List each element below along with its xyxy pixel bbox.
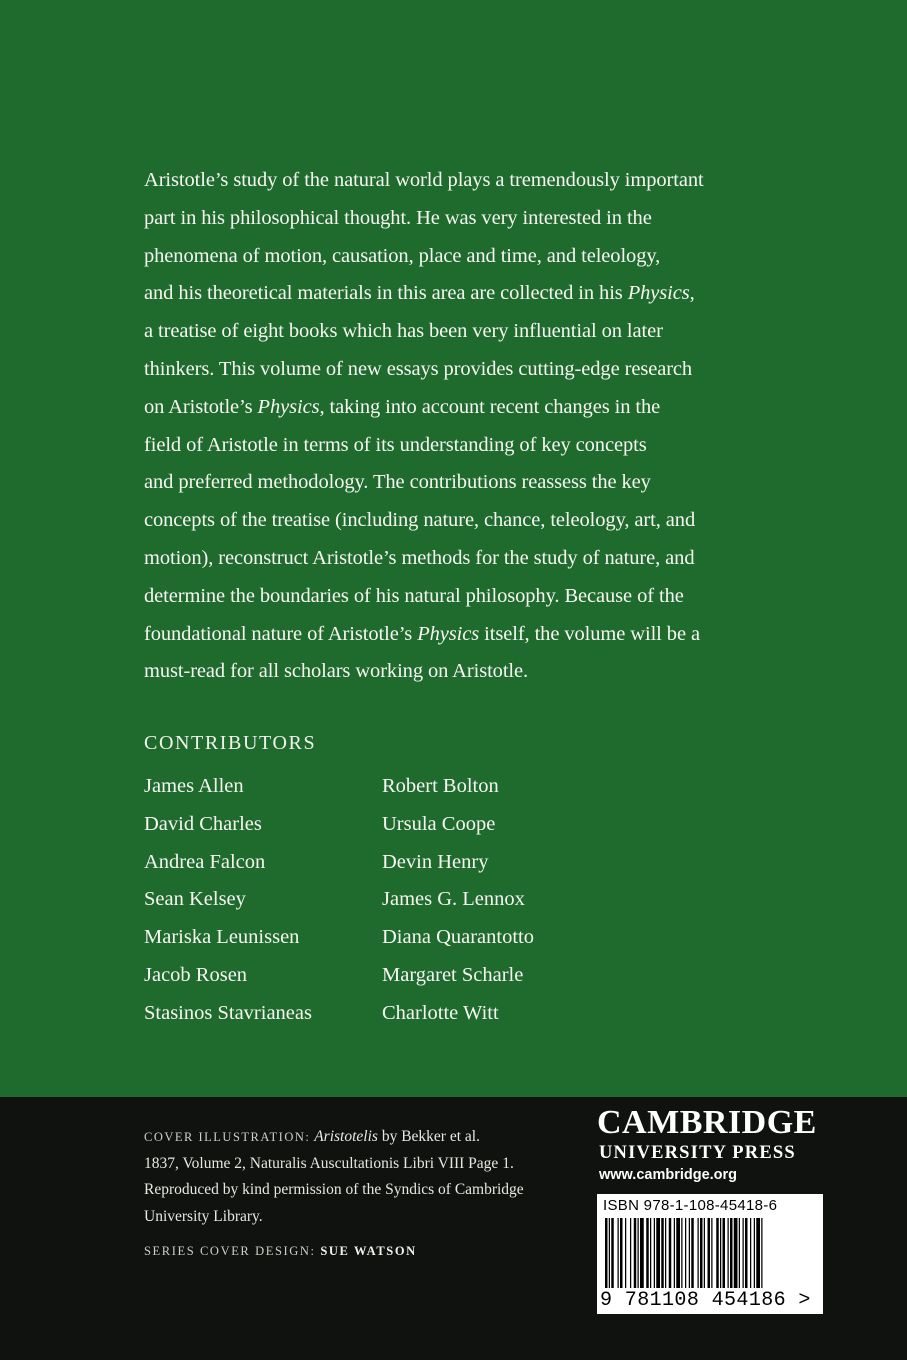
publisher-name: CAMBRIDGE bbox=[597, 1104, 817, 1141]
barcode-bar bbox=[656, 1218, 660, 1288]
contributor-name: David Charles bbox=[144, 812, 262, 835]
credit-line-2: 1837, Volume 2, Naturalis Auscultationis Libri VIII Page 1. bbox=[144, 1154, 514, 1172]
barcode-bar bbox=[743, 1218, 744, 1288]
barcode-bar bbox=[654, 1218, 655, 1288]
blurb-italic-title: Physics bbox=[627, 282, 690, 305]
barcode-bar bbox=[630, 1218, 631, 1288]
barcode-bar bbox=[640, 1218, 644, 1288]
barcode-bar bbox=[650, 1218, 651, 1288]
blurb-line: Aristotle’s study of the natural world plays a tremendously important bbox=[144, 169, 704, 191]
blurb-line: phenomena of motion, causation, place and time, and teleology, bbox=[144, 244, 661, 267]
blurb-line: and preferred methodology. The contributions reassess the key bbox=[144, 471, 651, 494]
blurb-line: field of Aristotle in terms of its understanding of key concepts bbox=[144, 433, 647, 456]
barcode-bar bbox=[716, 1218, 719, 1288]
contributor-name: Margaret Scharle bbox=[382, 963, 524, 986]
contributors-right-column bbox=[382, 768, 534, 1033]
barcode-bar bbox=[761, 1218, 762, 1288]
blurb-italic-title: Physics bbox=[257, 395, 320, 418]
barcode-bar bbox=[665, 1218, 666, 1288]
barcode-bar bbox=[728, 1218, 729, 1288]
blurb-line: concepts of the treatise (including nature, chance, teleology, art, and bbox=[144, 509, 696, 532]
contributor-name: Sean Kelsey bbox=[144, 888, 246, 911]
barcode-bar bbox=[723, 1218, 726, 1288]
contributor-name: Charlotte Witt bbox=[382, 1001, 499, 1024]
credit-line-4: University Library. bbox=[144, 1207, 263, 1225]
barcode-bar bbox=[756, 1218, 760, 1288]
barcode-bar bbox=[681, 1218, 682, 1288]
blurb-line: motion), reconstruct Aristotle’s methods for the study of nature, and bbox=[144, 546, 695, 569]
blurb-line bbox=[144, 389, 784, 427]
contributor-name: James G. Lennox bbox=[382, 888, 525, 911]
credit-line-1-rest: by Bekker et al. bbox=[377, 1128, 480, 1145]
designer-name: SUE WATSON bbox=[320, 1244, 417, 1258]
barcode-icon bbox=[605, 1218, 815, 1290]
barcode-bar bbox=[711, 1218, 712, 1288]
barcode-bar bbox=[704, 1218, 705, 1288]
blurb-segment: on Aristotle’s bbox=[144, 395, 258, 418]
barcode-bar bbox=[669, 1218, 672, 1288]
blurb-line: thinkers. This volume of new essays provides cutting-edge research bbox=[144, 357, 693, 380]
contributor-name: Jacob Rosen bbox=[144, 963, 248, 986]
barcode-bar bbox=[685, 1218, 686, 1288]
barcode-bar bbox=[646, 1218, 649, 1288]
contributors-heading: CONTRIBUTORS bbox=[144, 732, 317, 754]
description-blurb bbox=[144, 162, 784, 691]
barcode-bar bbox=[634, 1218, 637, 1288]
barcode-bar bbox=[745, 1218, 748, 1288]
credit-line-1 bbox=[144, 1124, 574, 1151]
blurb-segment: , taking into account recent changes in the bbox=[319, 395, 661, 418]
series-design-credit bbox=[144, 1244, 417, 1259]
barcode-bar bbox=[609, 1218, 610, 1288]
barcode-bar bbox=[605, 1218, 608, 1288]
contributor-name: James Allen bbox=[144, 775, 244, 797]
contributor-name: Ursula Coope bbox=[382, 812, 496, 835]
credit-line-3: Reproduced by kind permission of the Syndics of Cambridge bbox=[144, 1181, 524, 1198]
contributor-name: Stasinos Stavrianeas bbox=[144, 1001, 312, 1024]
contributor-name: Mariska Leunissen bbox=[144, 926, 300, 949]
blurb-line bbox=[144, 616, 784, 654]
barcode-bar bbox=[750, 1218, 751, 1288]
barcode-panel bbox=[597, 1194, 823, 1314]
barcode-bar bbox=[638, 1218, 639, 1288]
cover-credit bbox=[144, 1124, 574, 1230]
blurb-segment: and his theoretical materials in this area are collected in his bbox=[144, 282, 628, 305]
barcode-bar bbox=[734, 1218, 738, 1288]
isbn-label: ISBN 978-1-108-45418-6 bbox=[603, 1197, 778, 1214]
design-label: SERIES COVER DESIGN: bbox=[144, 1244, 316, 1258]
barcode-bar bbox=[689, 1218, 690, 1288]
contributors-left-column bbox=[144, 768, 312, 1033]
barcode-bar bbox=[730, 1218, 733, 1288]
contributor-name: Diana Quarantotto bbox=[382, 926, 534, 949]
blurb-segment: itself, the volume will be a bbox=[479, 622, 700, 645]
barcode-bar bbox=[611, 1218, 614, 1288]
barcode-bar bbox=[674, 1218, 675, 1288]
contributor-name: Devin Henry bbox=[382, 850, 489, 873]
barcode-bar bbox=[700, 1218, 703, 1288]
blurb-italic-title: Physics bbox=[417, 622, 480, 645]
barcode-bar bbox=[676, 1218, 680, 1288]
blurb-line: determine the boundaries of his natural philosophy. Because of the bbox=[144, 584, 684, 607]
blurb-line: must-read for all scholars working on Aristotle. bbox=[144, 660, 529, 683]
barcode-bar bbox=[720, 1218, 721, 1288]
contributor-name: Robert Bolton bbox=[382, 775, 499, 797]
barcode-bar bbox=[625, 1218, 626, 1288]
blurb-line: part in his philosophical thought. He was very interested in the bbox=[144, 206, 652, 229]
blurb-line: a treatise of eight books which has been very influential on later bbox=[144, 320, 663, 343]
barcode-bar bbox=[691, 1218, 694, 1288]
barcode-bar bbox=[620, 1218, 623, 1288]
barcode-bar bbox=[661, 1218, 664, 1288]
barcode-bar bbox=[618, 1218, 619, 1288]
contributor-name: Andrea Falcon bbox=[144, 850, 266, 873]
publisher-press: UNIVERSITY PRESS bbox=[599, 1143, 796, 1163]
publisher-url: www.cambridge.org bbox=[599, 1167, 738, 1183]
barcode-bar bbox=[739, 1218, 740, 1288]
barcode-number: 9 781108 454186 > bbox=[600, 1289, 811, 1312]
blurb-line bbox=[144, 275, 784, 313]
credit-label: COVER ILLUSTRATION: bbox=[144, 1130, 311, 1144]
barcode-bar bbox=[708, 1218, 711, 1288]
blurb-segment: , bbox=[689, 282, 695, 305]
blurb-segment: foundational nature of Aristotle’s bbox=[144, 622, 418, 645]
barcode-bar bbox=[698, 1218, 699, 1288]
barcode-bar bbox=[754, 1218, 755, 1288]
credit-title: Aristotelis bbox=[314, 1128, 378, 1145]
